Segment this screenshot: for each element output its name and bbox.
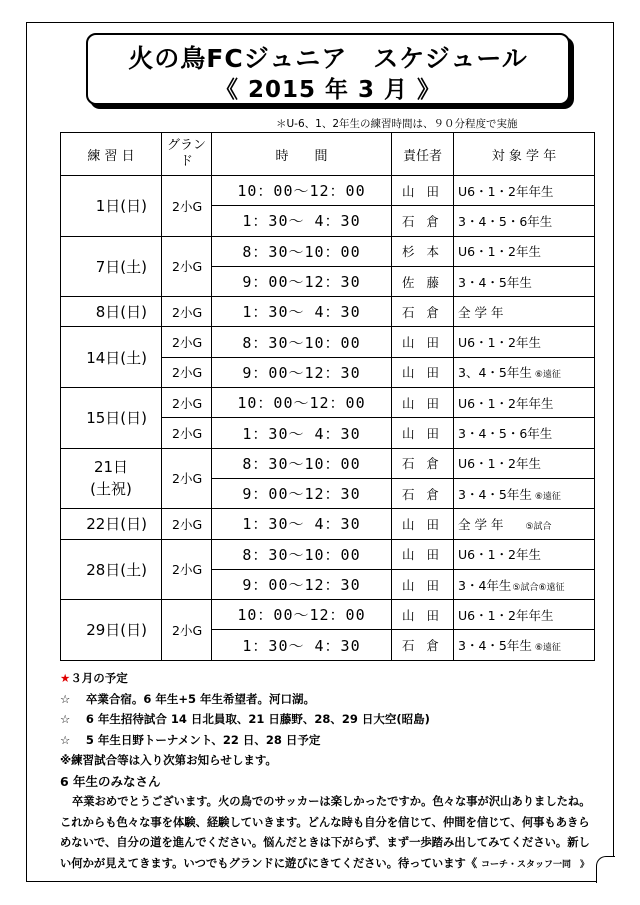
target-grade: [454, 539, 595, 569]
session-time: 1：30～ 4：30: [212, 418, 392, 448]
plan-item: ☆ 卒業合宿。6 年生+5 年生希望者。河口湖。: [60, 691, 315, 706]
target-grade: [454, 206, 595, 236]
plans-heading-text: ３月の予定: [70, 671, 128, 685]
responsible: 石 倉: [392, 478, 454, 508]
table-row: [61, 297, 595, 327]
table-row: [61, 539, 595, 569]
target-text: 3・4・5・6年生: [458, 426, 553, 442]
session-note: ⑥遠征: [534, 491, 561, 502]
ground: 2小G: [162, 448, 212, 509]
target-grade: [454, 448, 595, 478]
responsible: 山 田: [392, 388, 454, 418]
ground: 2小G: [162, 176, 212, 237]
message-line: めないで、自分の道を進んでください。悩んだときは下がらず、まず一歩踏み出してみてください。新し: [60, 836, 590, 849]
table-row: [61, 509, 595, 539]
session-time: 9：00～12：30: [212, 266, 392, 296]
table-header-row: [61, 133, 595, 176]
bottom-notes: [60, 668, 600, 875]
ground: 2小G: [162, 357, 212, 387]
schedule-table: [60, 132, 595, 661]
session-note: ⑤試合: [525, 521, 552, 532]
ground: 2小G: [162, 236, 212, 297]
responsible: 山 田: [392, 357, 454, 387]
ground: 2小G: [162, 327, 212, 357]
target-grade: [454, 509, 595, 539]
target-grade: [454, 630, 595, 660]
target-grade: [454, 388, 595, 418]
practice-date: 28日(土): [61, 539, 162, 600]
target-grade: [454, 478, 595, 508]
target-text: U6・1・2年生: [458, 335, 542, 351]
message-signature: コーチ・スタッフ一同 》: [481, 859, 590, 870]
table-row: [61, 600, 595, 630]
practice-date: 1日(日): [61, 176, 162, 237]
target-text: U6・1・2年生: [458, 456, 542, 472]
target-grade: [454, 266, 595, 296]
table-row: [61, 236, 595, 266]
practice-date: 14日(土): [61, 327, 162, 388]
target-grade: [454, 569, 595, 599]
practice-date: 15日(日): [61, 388, 162, 449]
target-text: 3、4・5年生: [458, 365, 532, 381]
target-text: U6・1・2年生: [458, 244, 542, 260]
responsible: 石 倉: [392, 630, 454, 660]
message-line: 卒業おめでとうございます。火の鳥でのサッカーは楽しかったですか。色々な事が沢山ありましたね。: [72, 795, 591, 808]
ground: 2小G: [162, 509, 212, 539]
target-grade: [454, 418, 595, 448]
practice-date: 8日(日): [61, 297, 162, 327]
session-time: 9：00～12：30: [212, 357, 392, 387]
target-grade: [454, 236, 595, 266]
responsible: 山 田: [392, 327, 454, 357]
session-time: 1：30～ 4：30: [212, 509, 392, 539]
session-time: 8：30～10：00: [212, 327, 392, 357]
page-subtitle: 《 2015 年 3 月 》: [214, 77, 442, 103]
practice-time-note: ＊U-6、1、2年生の練習時間は、９０分程度で実施: [276, 118, 518, 130]
table-row: [61, 448, 595, 478]
session-note: ⑥遠征: [534, 643, 561, 654]
ground: 2小G: [162, 539, 212, 600]
responsible: 山 田: [392, 600, 454, 630]
responsible: 杉 本: [392, 236, 454, 266]
header-time: 時 間: [212, 133, 392, 176]
session-time: 8：30～10：00: [212, 236, 392, 266]
target-grade: [454, 600, 595, 630]
session-time: 1：30～ 4：30: [212, 206, 392, 236]
target-text: U6・1・2年生: [458, 547, 542, 563]
session-time: 9：00～12：30: [212, 478, 392, 508]
table-row: [61, 176, 595, 206]
session-time: 8：30～10：00: [212, 448, 392, 478]
target-text: 全 学 年: [458, 516, 504, 532]
date-day: 21日: [93, 458, 129, 477]
table-row: [61, 388, 595, 418]
ground: 2小G: [162, 297, 212, 327]
target-grade: [454, 297, 595, 327]
responsible: 山 田: [392, 569, 454, 599]
ground: 2小G: [162, 388, 212, 418]
responsible: 佐 藤: [392, 266, 454, 296]
header-ground: グラン ド: [162, 133, 212, 176]
target-text: 3・4・5年生: [458, 638, 532, 654]
session-time: 8：30～10：00: [212, 539, 392, 569]
responsible: 石 倉: [392, 448, 454, 478]
table-row: [61, 327, 595, 357]
target-text: 3・4・5年生: [458, 486, 532, 502]
message-line: これからも色々な事を体験、経験していきます。どんな時も自分を信じて、仲間を信じて、何事もあきら: [60, 815, 590, 829]
practice-date: [61, 448, 162, 509]
session-note: ⑥遠征: [534, 370, 561, 381]
practice-date: 22日(日): [61, 509, 162, 539]
ground: 2小G: [162, 600, 212, 661]
session-note: ⑤試合⑥遠征: [512, 582, 565, 593]
session-time: 10：00～12：00: [212, 388, 392, 418]
session-time: 9：00～12：30: [212, 569, 392, 599]
target-grade: [454, 327, 595, 357]
page-title: 火の鳥FCジュニア スケジュール: [128, 44, 528, 73]
target-grade: [454, 357, 595, 387]
responsible: 石 倉: [392, 206, 454, 236]
session-time: 1：30～ 4：30: [212, 297, 392, 327]
plans-note: ※練習試合等は入り次第お知らせします。: [60, 753, 277, 767]
plan-item: ☆ 5 年生日野トーナメント、22 日、28 日予定: [60, 732, 321, 747]
message-line: い何かが見えてきます。いつでもグランドに遊びにきてください。待っています《: [60, 856, 478, 870]
session-time: 10：00～12：00: [212, 600, 392, 630]
responsible: 山 田: [392, 509, 454, 539]
date-weekday: (土祝): [90, 480, 132, 499]
target-text: U6・1・2年年生: [458, 183, 554, 199]
responsible: 山 田: [392, 539, 454, 569]
target-text: 3・4年生: [458, 577, 512, 593]
target-text: 3・4・5年生: [458, 274, 532, 290]
title-box: [86, 33, 570, 105]
star-icon: ★: [60, 671, 71, 685]
responsible: 石 倉: [392, 297, 454, 327]
responsible: 山 田: [392, 176, 454, 206]
plans-heading: [60, 668, 600, 689]
session-time: 10：00～12：00: [212, 176, 392, 206]
target-text: 全 学 年: [458, 304, 504, 320]
header-responsible: 責任者: [392, 133, 454, 176]
practice-date: 29日(日): [61, 600, 162, 661]
session-time: 1：30～ 4：30: [212, 630, 392, 660]
target-text: 3・4・5・6年生: [458, 213, 553, 229]
target-text: U6・1・2年年生: [458, 395, 554, 411]
header-target-grade: 対 象 学 年: [454, 133, 595, 176]
message-last-line: [60, 854, 600, 876]
target-text: U6・1・2年年生: [458, 607, 554, 623]
plan-item: ☆ 6 年生招待試合 14 日北員取、21 日藤野、28、29 日大空(昭島): [60, 712, 430, 726]
responsible: 山 田: [392, 418, 454, 448]
ground: 2小G: [162, 418, 212, 448]
practice-date: 7日(土): [61, 236, 162, 297]
message-heading: 6 年生のみなさん: [60, 773, 161, 789]
target-grade: [454, 176, 595, 206]
header-practice-date: 練 習 日: [61, 133, 162, 176]
